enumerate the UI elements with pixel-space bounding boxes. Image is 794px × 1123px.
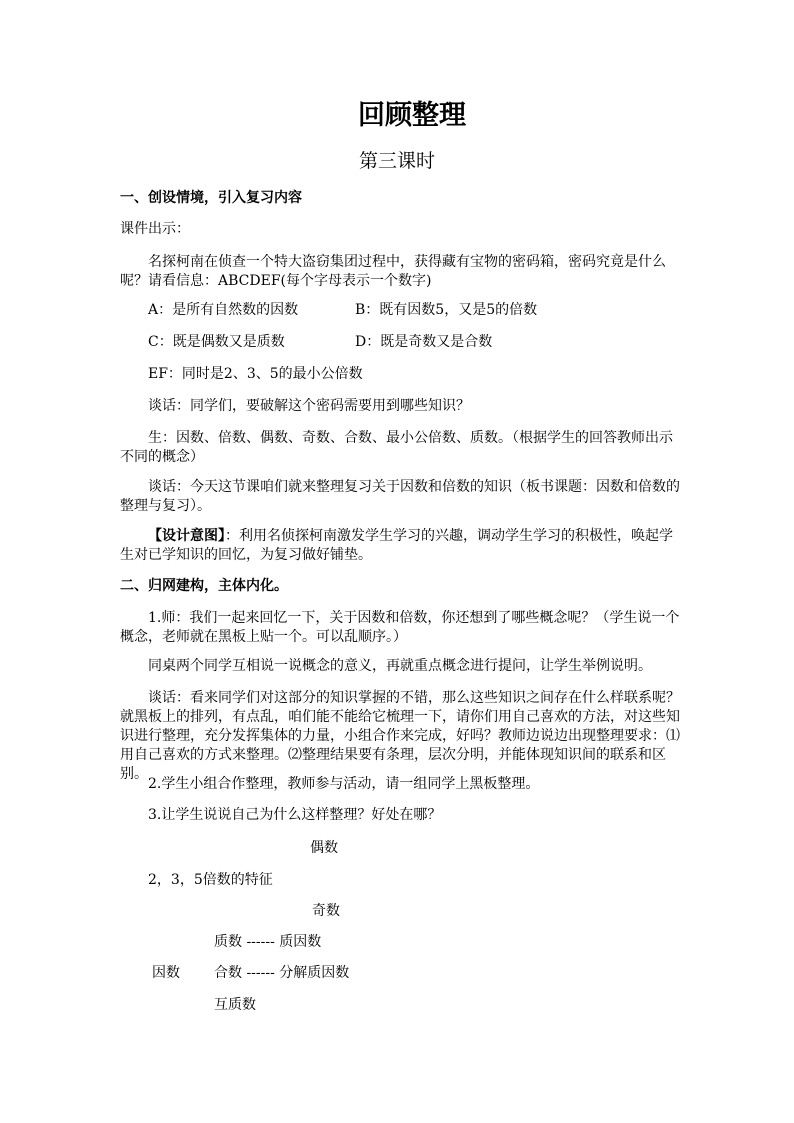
student-answer: 生：因数、倍数、偶数、奇数、合数、最小公倍数、质数。（根据学生的回答教师出示不同的概念） (120, 430, 673, 465)
diagram-composite: 合数 ------ 分解质因数 (214, 965, 350, 981)
clue-a: A：是所有自然数的因数 (148, 302, 299, 318)
design-intent-text: ：利用名侦探柯南激发学生学习的兴趣，调动学生学习的积极性，唤起学生对已学知识的回忆，为复习做好铺垫。 (120, 528, 673, 563)
clue-c: C：既是偶数又是质数 (148, 334, 285, 350)
diagram-feature: 2，3，5倍数的特征 (148, 872, 273, 888)
pair-discussion: 同桌两个同学互相说一说概念的意义，再就重点概念进行提问，让学生举例说明。 (148, 658, 652, 674)
page-title: 回顾整理 (358, 100, 466, 131)
page-subtitle: 第三课时 (358, 150, 435, 172)
clue-d: D：既是奇数又是合数 (355, 334, 493, 350)
diagram-factor: 因数 (152, 965, 180, 981)
diagram-even: 偶数 (310, 840, 338, 856)
step-2-paragraph: 2.学生小组合作整理，教师参与活动，请一组同学上黑板整理。 (148, 776, 540, 792)
talk-question: 谈话：同学们，要破解这个密码需要用到哪些知识？ (148, 398, 470, 414)
section-1-heading: 一、创设情境，引入复习内容 (120, 190, 302, 206)
step-1-paragraph: 1.师：我们一起来回忆一下，关于因数和倍数，你还想到了哪些概念呢？（学生说一个概念，老师就在黑板上贴一个。可以乱顺序。） (120, 610, 680, 645)
clue-b: B：既有因数5，又是5的倍数 (355, 302, 538, 318)
diagram-coprime: 互质数 (214, 997, 256, 1013)
design-intent-label: 【设计意图】 (148, 528, 225, 544)
story-paragraph: 名探柯南在侦查一个特大盗窃集团过程中，获得藏有宝物的密码箱，密码究竟是什么呢？请看信息：ABCDEF(每个字母表示一个数字) (120, 254, 666, 289)
diagram-odd: 奇数 (312, 903, 340, 919)
talk-topic: 谈话：今天这节课咱们就来整理复习关于因数和倍数的知识（板书课题：因数和倍数的整理与复习）。 (120, 479, 680, 514)
diagram-prime: 质数 ------ 质因数 (214, 934, 322, 950)
talk-organize: 谈话：看来同学们对这部分的知识掌握的不错，那么这些知识之间存在什么样联系呢？就黑板上的排列，有点乱，咱们能不能给它梳理一下，请你们用自己喜欢的方法，对这些知识进行整理，充分发挥集体的力量，小组合作来完成，好吗？教师边说边出现整理要求：⑴用自己喜欢的方式来整理。⑵整理结果要有条理，层次分明，并能体现知识间的联系和区别。 (120, 690, 680, 782)
clue-ef: EF：同时是2、3、5的最小公倍数 (148, 366, 363, 382)
section-2-heading: 二、归网建构，主体内化。 (120, 578, 288, 594)
design-intent (120, 527, 680, 565)
courseware-intro: 课件出示： (120, 221, 190, 237)
step-3-paragraph: 3.让学生说说自己为什么这样整理？好处在哪？ (148, 807, 442, 823)
